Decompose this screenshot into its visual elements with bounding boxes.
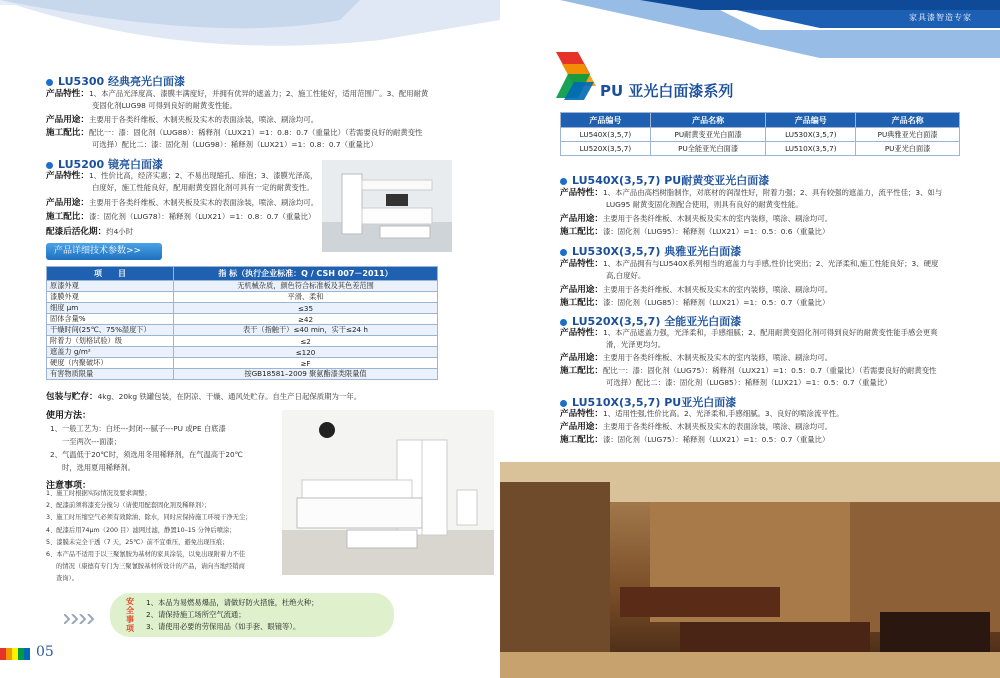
feature-text: 1、性价比高，经济实惠；2、不易出现缩孔、痱泡；3、漆膜光泽高，: [88, 171, 318, 180]
brand-tagline: 家具漆智造专家: [909, 13, 972, 22]
lu5200-features: [46, 170, 336, 194]
table-row: [47, 336, 438, 347]
use-text: 主要用于各类纤维板、木制夹板及实木的室内装修，喷涂、刷涂均可。: [602, 214, 833, 223]
safety-box: [110, 593, 394, 637]
table-cell: PU全能亚光白面漆: [650, 142, 766, 156]
use-text: 主要用于各类纤维板、木制夹板及实木的室内装修，喷涂、刷涂均可。: [602, 285, 833, 294]
table-row: [47, 314, 438, 325]
lu510x-title-text: LU510X(3,5,7) PU亚光白面漆: [572, 396, 737, 409]
usage-item: 时，选用夏用稀释剂。: [62, 463, 135, 472]
top-banner: [0, 0, 1000, 58]
table-cell: LU540X(3,5,7): [561, 128, 651, 142]
spec-header-cell: 指 标（执行企业标准：Q / CSH 007－2011）: [174, 267, 438, 281]
table-row: [47, 358, 438, 369]
spec-header-cell: 项 目: [47, 267, 174, 281]
table-cell: 有害物质限量: [47, 369, 174, 380]
lu530x-features: [560, 258, 990, 282]
lu5200-mix: [46, 211, 346, 223]
usage-list: [50, 422, 280, 474]
table-cell: 原漆外观: [47, 281, 174, 292]
use-text: 主要用于各类纤维板、木制夹板及实木的表面涂装，喷涂、刷涂均可。: [88, 198, 319, 207]
pot-life-label: 配漆后活化期：: [46, 227, 107, 237]
header-cell: 产品编号: [561, 113, 651, 128]
lu5200-title-text: LU5200 镜亮白面漆: [58, 158, 163, 171]
table-cell: 平滑、柔和: [174, 292, 438, 303]
mix-text: 漆：固化剂（LUG78）：稀释剂（LUX21）=1：0.8：0.7（重量比）: [88, 212, 316, 221]
usage-title: 使用方法：: [46, 411, 92, 421]
mix-text: 配比一：漆：固化剂（LUG75）：稀释剂（LUX21）=1：0.5：0.7（重量比）（若需要良好的耐黄变性: [602, 366, 937, 375]
lu530x-use: [560, 284, 990, 296]
usage-item: 一至两次---面漆；: [62, 437, 121, 446]
table-cell: 按GB18581–2009 聚氨酯漆类限量值: [174, 369, 438, 380]
table-row: [561, 128, 960, 142]
table-cell: PU典雅亚光白面漆: [856, 128, 960, 142]
lu530x-title: [560, 243, 741, 259]
mix-label: 施工配比：: [46, 212, 89, 222]
table-cell: 表干（指触干）≤40 min，实干≤24 h: [174, 325, 438, 336]
header-cell: 产品名称: [650, 113, 766, 128]
use-label: 产品用途：: [560, 422, 603, 432]
table-cell: ≤120: [174, 347, 438, 358]
product-table: [560, 112, 960, 156]
note-item: 5、漆膜未完全干透（7 天，25℃）前不宜重压，避免出现压痕；: [46, 538, 229, 546]
packing-label: 包装与贮存：: [46, 392, 98, 402]
header-cell: 产品名称: [856, 113, 960, 128]
feature-text: 1、本产品遮盖力强，光泽柔和，手感细腻；2、配用耐黄变固化剂可得到良好的耐黄变性能手感会更爽: [602, 328, 938, 337]
safety-item: 1、本品为易燃易爆品，请做好防火措施，杜绝火种；: [146, 598, 319, 607]
lu520x-title-text: LU520X(3,5,7) 全能亚光白面漆: [572, 315, 742, 328]
bullet-icon: [560, 249, 567, 256]
table-cell: ≤2: [174, 336, 438, 347]
product-table-header: [561, 113, 960, 128]
lu5300-title: [46, 73, 185, 89]
table-cell: 漆膜外观: [47, 292, 174, 303]
table-cell: 干燥时间(25℃、75%湿度下）: [47, 325, 174, 336]
use-label: 产品用途：: [560, 353, 603, 363]
lu5300-mix: [46, 127, 466, 151]
note-item: 6、本产品不适用于以三聚氰胺为基材的家具涂装，以免出现附着力不佳: [46, 551, 246, 559]
bullet-icon: [46, 79, 53, 86]
feature-text: 变固化剂LUG98 可得到良好的耐黄变性能。: [92, 101, 237, 110]
table-row: [47, 292, 438, 303]
mix-label: 施工配比：: [46, 128, 89, 138]
lu530x-title-text: LU530X(3,5,7) 典雅亚光白面漆: [572, 245, 742, 258]
table-row: [47, 347, 438, 358]
feature-text: 1、适用性强,性价比高。2、光泽柔和,手感细腻。3、良好的喷涂流平性。: [602, 409, 844, 418]
feature-text: 高,白度好。: [606, 271, 646, 280]
lu530x-mix: [560, 297, 990, 309]
table-row: [47, 281, 438, 292]
lu540x-features: [560, 187, 990, 211]
lu5200-pot-life: [46, 226, 346, 238]
bedroom-photo: [282, 410, 494, 575]
series-title: PU 亚光白面漆系列: [600, 82, 734, 100]
lu5300-use: [46, 114, 466, 126]
lu5300-title-text: LU5300 经典亮光白面漆: [58, 75, 185, 88]
table-cell: PU亚光白面漆: [856, 142, 960, 156]
feature-text: 1、本产品光泽度高、漆膜丰满度好，并拥有优异的遮盖力；2、施工性能好，适用范围广。3、配用耐黄: [88, 89, 429, 98]
feature-label: 产品特性：: [560, 328, 603, 338]
mix-label: 施工配比：: [560, 298, 603, 308]
lu540x-title: [560, 172, 769, 188]
feature-text: 滑，光泽更均匀。: [606, 340, 666, 349]
safety-label: 安全事项: [126, 597, 134, 633]
usage-item: 2、气温低于20℃时，须选用冬用稀释剂，在气温高于20℃: [50, 450, 243, 459]
lu5300-features: [46, 88, 466, 112]
lu520x-use: [560, 352, 990, 364]
table-cell: 硬度（内聚破坏）: [47, 358, 174, 369]
safety-item: 3、请使用必要的劳保用品（如手套、眼镜等）。: [146, 622, 301, 631]
mix-label: 施工配比：: [560, 366, 603, 376]
notes-title: 注意事项：: [46, 481, 92, 491]
color-bar-icon: [0, 648, 34, 660]
bullet-icon: [560, 178, 567, 185]
table-cell: 无机械杂质，颜色符合标准板及其色差范围: [174, 281, 438, 292]
use-label: 产品用途：: [46, 115, 89, 125]
note-item: 3、施工时压缩空气必须有效除油、除水，同时应保持施工环境干净无尘；: [46, 514, 252, 522]
chevrons-icon: [64, 614, 104, 624]
notes-list: [46, 488, 296, 586]
feature-text: 白度好，施工性能良好，配用耐黄变固化剂可具有一定的耐黄变性。: [92, 183, 314, 192]
lu520x-mix: [560, 365, 990, 389]
feature-label: 产品特性：: [560, 188, 603, 198]
table-cell: 固体含量%: [47, 314, 174, 325]
safety-item: 2、请保持施工场所空气流通；: [146, 610, 246, 619]
office-interior-photo: [500, 462, 1000, 678]
feature-label: 产品特性：: [46, 89, 89, 99]
mix-label: 施工配比：: [560, 435, 603, 445]
table-row: [47, 325, 438, 336]
table-row: [47, 303, 438, 314]
use-text: 主要用于各类纤维板、木制夹板及实木的表面涂装，喷涂、刷涂均可。: [88, 115, 319, 124]
lu510x-mix: [560, 434, 990, 446]
note-item: 4、配漆后用74μm（200 目）滤网过滤，静置10–15 分钟后喷涂；: [46, 526, 236, 534]
mix-text: 漆：固化剂（LUG85）：稀释剂（LUX21）=1：0.5：0.7（重量比）: [602, 298, 830, 307]
table-cell: LU510X(3,5,7): [766, 142, 856, 156]
table-cell: ≤35: [174, 303, 438, 314]
series-logo-icon: [556, 52, 598, 100]
spec-table: [46, 266, 438, 380]
table-cell: 细度 μm: [47, 303, 174, 314]
table-cell: ≥42: [174, 314, 438, 325]
feature-label: 产品特性：: [560, 259, 603, 269]
table-cell: 遮盖力 g/m²: [47, 347, 174, 358]
usage-item: 1、一般工艺为：白坯---封闭---腻子---PU 或PE 白底漆: [50, 424, 226, 433]
lu540x-title-text: LU540X(3,5,7) PU耐黄变亚光白面漆: [572, 174, 770, 187]
table-row: [561, 142, 960, 156]
mix-label: 施工配比：: [560, 227, 603, 237]
note-item: 1、施工时根据实际情况及要求调整；: [46, 490, 151, 497]
lu540x-mix: [560, 226, 990, 238]
spec-table-header: [47, 267, 438, 281]
bullet-icon: [46, 162, 53, 169]
table-cell: 附着力（划格试验）级: [47, 336, 174, 347]
feature-label: 产品特性：: [560, 409, 603, 419]
header-cell: 产品编号: [766, 113, 856, 128]
safety-list: [146, 597, 318, 633]
mix-text: 可选择）配比二：漆：固化剂（LUG85）：稀释剂（LUX21）=1：0.5：0.7（重量比）: [606, 378, 892, 387]
use-label: 产品用途：: [560, 214, 603, 224]
table-cell: LU530X(3,5,7): [766, 128, 856, 142]
mix-text: 配比一：漆：固化剂（LUG88）：稀释剂（LUX21）=1：0.8：0.7（重量比）（若需要良好的耐黄变性: [88, 128, 423, 137]
lu520x-features: [560, 327, 990, 351]
feature-text: 1、本产品由高档树脂制作，对底材的润湿性好，附着力强；2、具有较强的遮盖力，流平性佳；3、如与: [602, 188, 943, 197]
pot-life-text: 约4小时: [106, 227, 134, 236]
feature-text: LUG95 耐黄变固化剂配合使用，则具有良好的耐黄变性能。: [606, 200, 803, 209]
note-item: 查询）。: [56, 575, 79, 583]
page-number: 05: [36, 644, 54, 660]
use-label: 产品用途：: [560, 285, 603, 295]
mix-text: 漆：固化剂（LUG75）：稀释剂（LUX21）=1：0.5：0.7（重量比）: [602, 435, 830, 444]
spec-params-button[interactable]: 产品详细技术参数>>: [46, 243, 162, 260]
note-item: 2、配漆前须将漆充分搅匀（请使用配套固化剂及稀释剂）；: [46, 502, 211, 510]
table-cell: PU耐黄变亚光白面漆: [650, 128, 766, 142]
packing-text: 4kg、20kg 铁罐包装，在阴凉、干燥、通风处贮存。自生产日起保质期为一年。: [97, 392, 362, 401]
table-cell: ≥F: [174, 358, 438, 369]
lu510x-use: [560, 421, 990, 433]
use-text: 主要用于各类纤维板、木制夹板及实木的室内装修，喷涂、刷涂均可。: [602, 353, 833, 362]
table-cell: LU520X(3,5,7): [561, 142, 651, 156]
feature-label: 产品特性：: [46, 171, 89, 181]
bullet-icon: [560, 319, 567, 326]
table-row: [47, 369, 438, 380]
feature-text: 1、本产品拥有与LU540X系列相当的遮盖力与手感,性价比突出；2、光泽柔和,施工性能良好；3、硬度: [602, 259, 939, 268]
lu5200-use: [46, 197, 346, 209]
lu510x-features: [560, 408, 990, 420]
bullet-icon: [560, 400, 567, 407]
mix-text: 可选择）配比二：漆：固化剂（LUG98）：稀释剂（LUX21）=1：0.8：0.7（重量比）: [92, 140, 378, 149]
packing-storage: [46, 391, 466, 403]
use-label: 产品用途：: [46, 198, 89, 208]
use-text: 主要用于各类纤维板、木制夹板及实木的表面涂装，喷涂、刷涂均可。: [602, 422, 833, 431]
white-cabinet-photo: [322, 160, 452, 252]
lu540x-use: [560, 213, 990, 225]
note-item: 的情况（康德有专门为三聚氰胺基材所设计的产品，请向当地经销商: [56, 563, 245, 571]
mix-text: 漆：固化剂（LUG95）：稀释剂（LUX21）=1：0.5：0.6（重量比）: [602, 227, 830, 236]
